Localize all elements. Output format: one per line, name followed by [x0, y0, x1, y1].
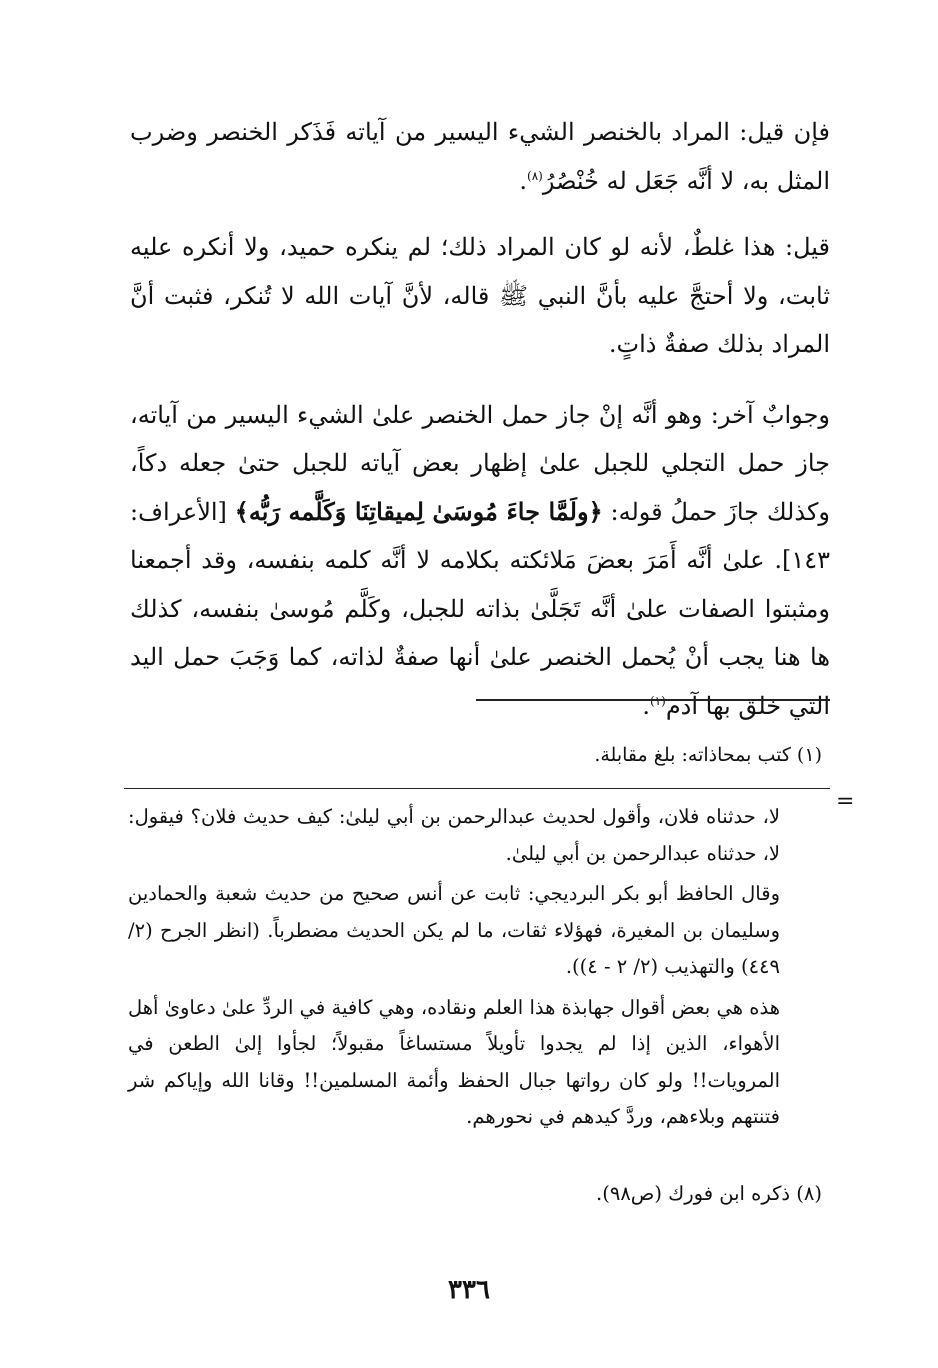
- paragraph-1: [130, 108, 830, 205]
- page-number: ٣٣٦: [448, 1275, 490, 1305]
- continued-footnote-paragraph-1: لا، حدثناه فلان، وأقول لحديث عبدالرحمن بن أبي ليلىٰ: كيف حديث فلان؟ فيقول: لا، حدثناه عبدالرحمن بن أبي ليلىٰ.: [128, 805, 780, 865]
- footnote-8: (٨) ذكره ابن فورك (ص٩٨).: [596, 1182, 822, 1205]
- continued-footnotes: [128, 799, 780, 1146]
- paragraph-3-text-before: وجوابٌ آخر: وهو أنَّه إنْ جاز حمل الخنصر علىٰ الشيء اليسير من آياته، جاز حمل التجلي للجبل علىٰ إظهار بعض آياته للجبل حتىٰ جعله دكاً، وكذلك جازَ حملُ قوله:: [130, 400, 830, 526]
- paragraph-3: [130, 391, 830, 731]
- paragraph-1-text: فإن قيل: المراد بالخنصر الشيء اليسير من آياته فَذَكر الخنصر وضرب المثل به، لا أنَّه جَعَل له خُنْصُرُ: [130, 118, 830, 195]
- quran-quote: ﴿ولَمَّا جاءَ مُوسَىٰ لِميقاتِنَا وَكَلَّمه رَبُّه﴾: [234, 496, 603, 526]
- paragraph-1-end: .: [519, 166, 528, 195]
- footnote-divider: [476, 699, 830, 701]
- footnote-1: (١) كتب بمحاذاته: بلغ مقابلة.: [594, 744, 822, 766]
- paragraph-3-end: .: [642, 691, 650, 720]
- continued-footnote-paragraph-3: هذه هي بعض أقوال جهابذة هذا العلم ونقاده، وهي كافية في الردِّ علىٰ دعاوىٰ أهل الأهواء، الذين إذا لم يجدوا تأويلاً مستساغاً مقبولاً؛ لجأوا إلىٰ الطعن في المرويات!! ولو كان رواتها جبال الحفظ وأئمة المسلمين!! وقانا الله وإياكم شر فتنتهم وبلاءهم، وردَّ كيدهم في نحورهم.: [128, 995, 780, 1128]
- footnote-ref-1: (١): [649, 693, 666, 708]
- continued-footnote-paragraph-2: وقال الحافظ أبو بكر البرديجي: ثابت عن أنس صحيح من حديث شعبة والحمادين وسليمان بن المغيرة، فهؤلاء ثقات، ما لم يكن الحديث مضطرباً. (انظر الجرح (٢/ ٤٤٩) والتهذيب (٢/ ٢ - ٤)).: [128, 882, 780, 978]
- continued-footnotes-divider: [124, 788, 830, 789]
- main-text: [130, 108, 830, 748]
- paragraph-3-text-after: [الأعراف: ١٤٣]. علىٰ أنَّه أَمَرَ بعضَ مَلائكته بكلامه لا أنَّه كلمه بنفسه، وقد أجمعنا ومثبتوا الصفات علىٰ أنَّه تَجَلَّىٰ بذاته للجبل، وكَلَّم مُوسىٰ بنفسه، كذلك ها هنا يجب أنْ يُحمل الخنصر علىٰ أنها صفةٌ لذاته، كما وَجَبَ حمل اليد التي خلق بها آدم: [130, 497, 830, 720]
- paragraph-2: قيل: هذا غلطٌ، لأنه لو كان المراد ذلك؛ لم ينكره حميد، ولا أنكره عليه ثابت، ولا أحتجَّ عليه بأنَّ النبي ﷺ قاله، لأنَّ آيات الله لا تُنكر، فثبت أنَّ المراد بذلك صفةٌ ذاتٍ.: [130, 233, 830, 358]
- footnote-ref-8: (٨): [527, 168, 543, 183]
- continuation-mark: =: [836, 789, 855, 814]
